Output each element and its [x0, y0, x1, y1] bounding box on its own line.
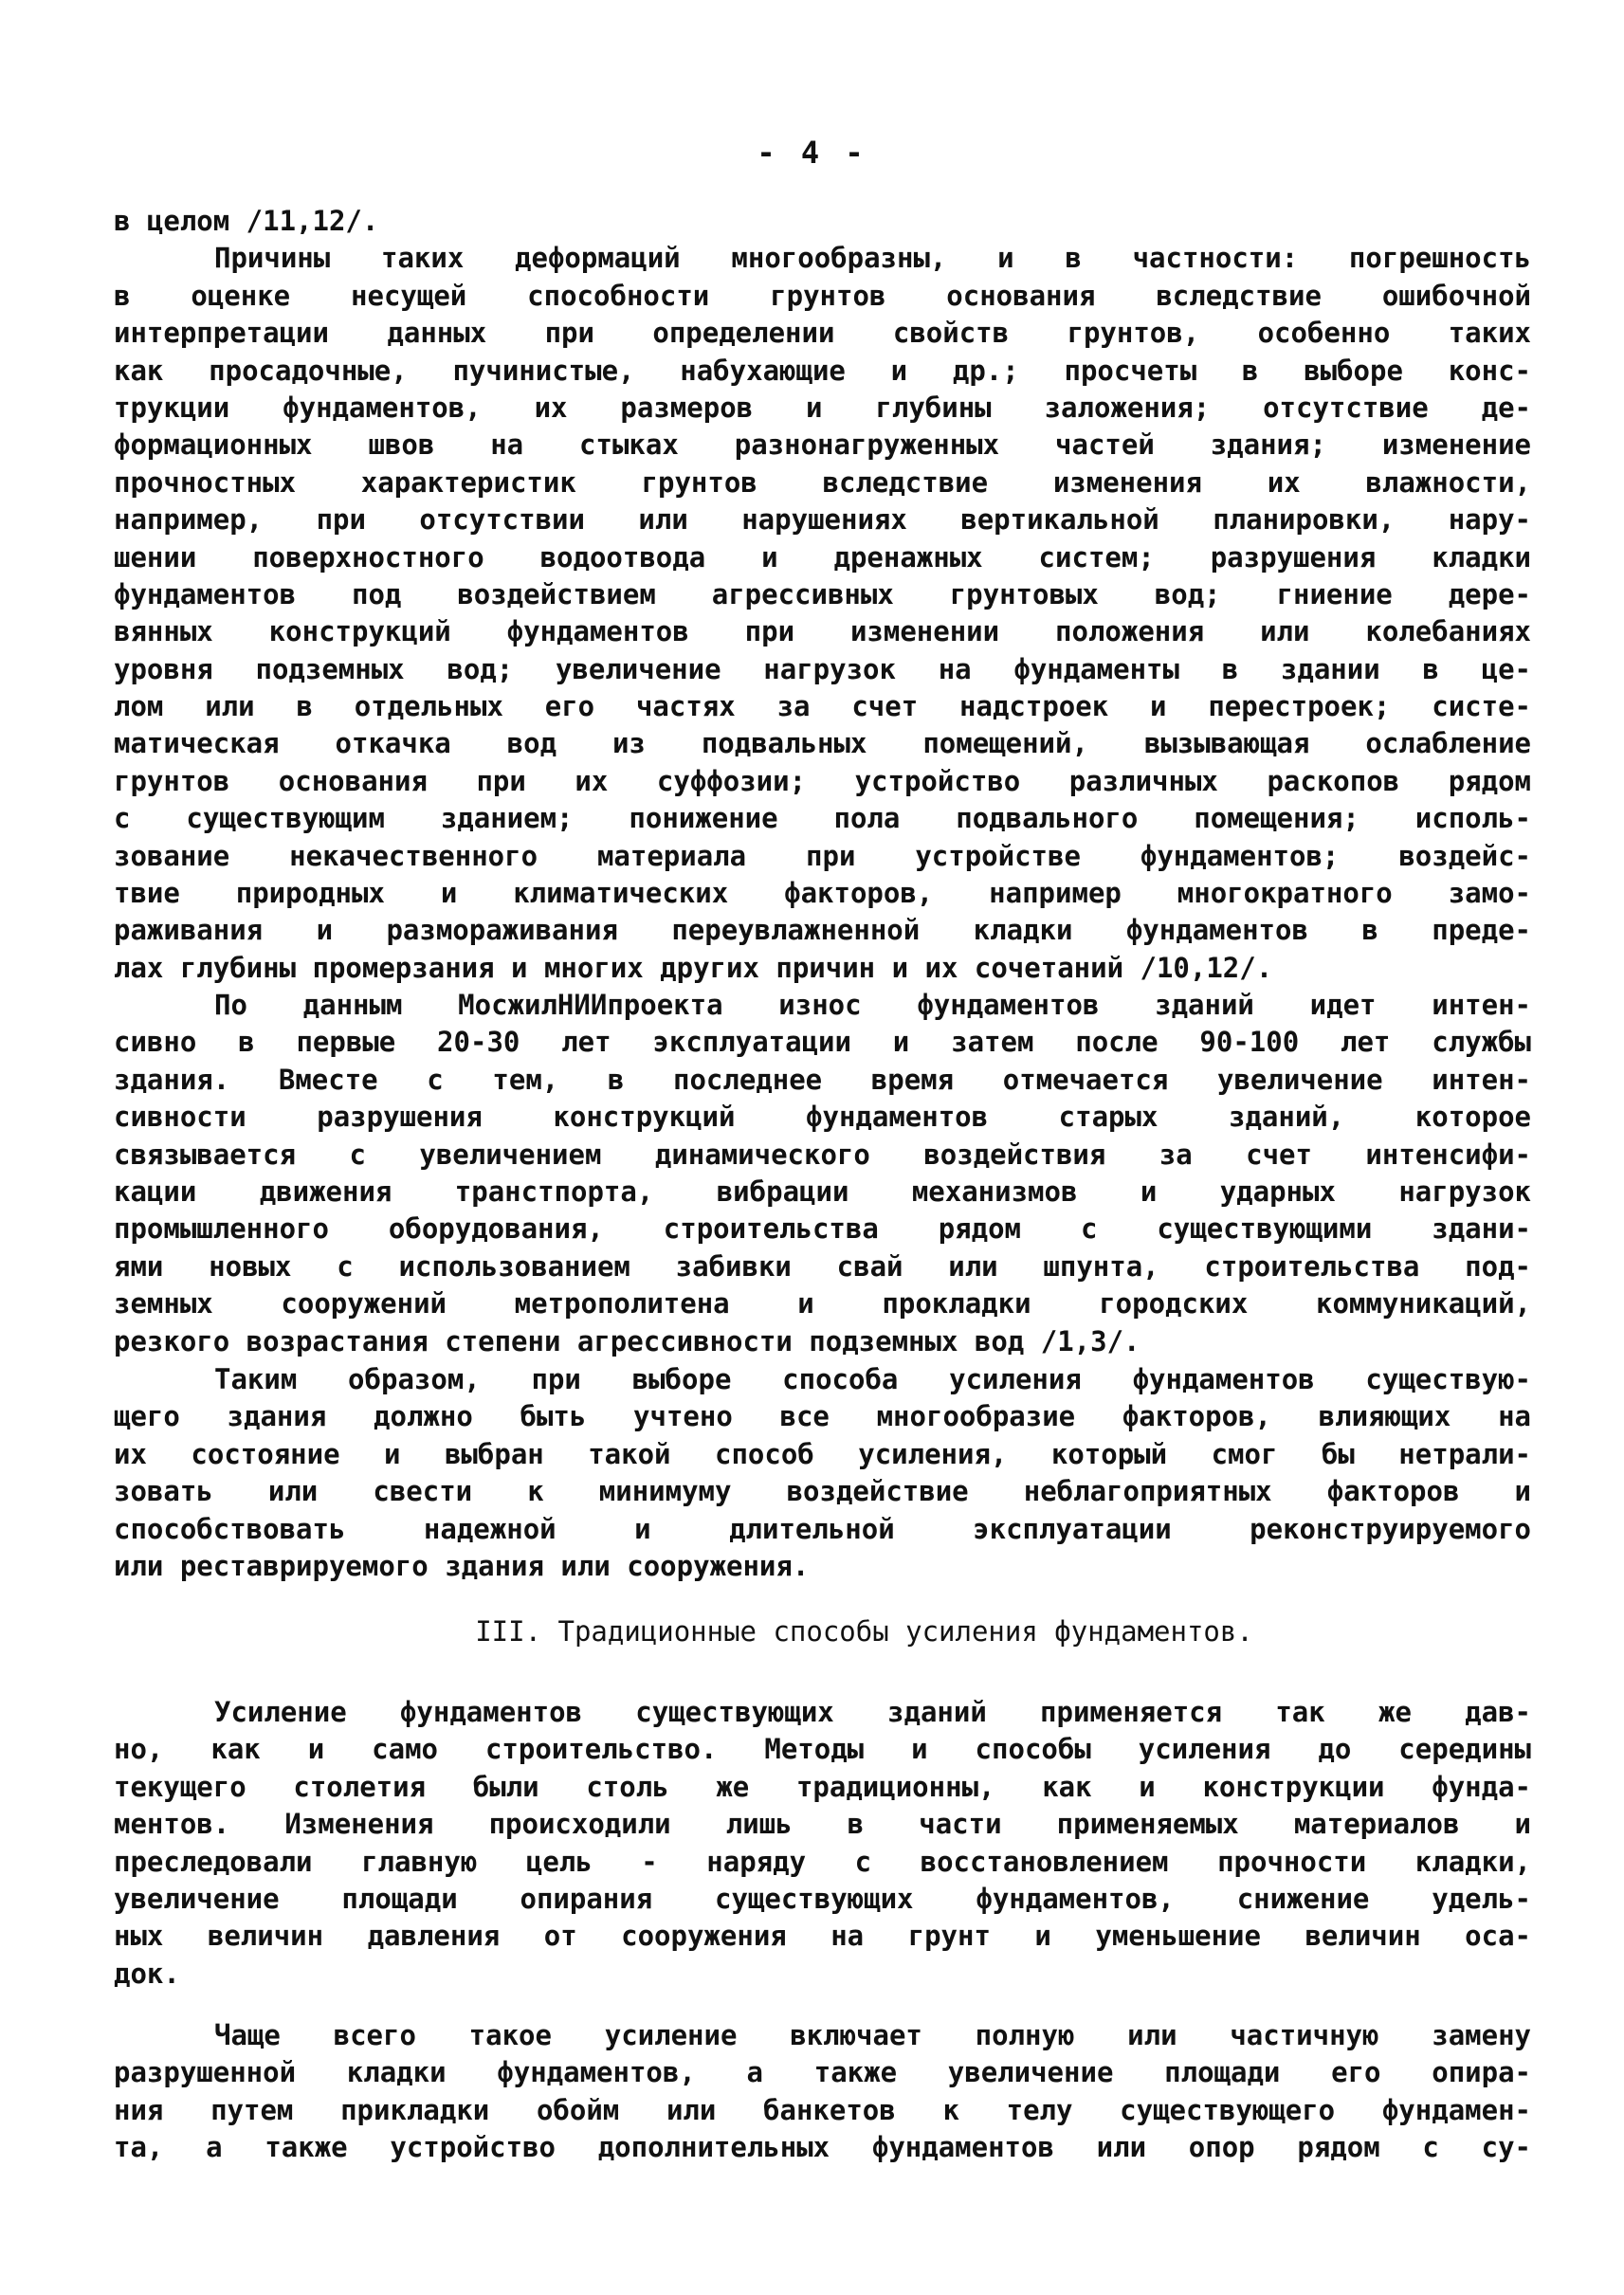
text-line: зование некачественного материала при устройстве фундаментов; воздейс- [114, 839, 1531, 872]
text-line: матическая откачка вод из подвальных помещений, вызывающая ослабление [114, 727, 1531, 760]
text-line: зовать или свести к минимуму воздействие неблагоприятных факторов и [114, 1475, 1531, 1508]
text-line: вянных конструкций фундаментов при изменении положения или колебаниях [114, 615, 1531, 648]
text-line: текущего столетия были столь же традиционны, как и конструкции фунда- [114, 1770, 1531, 1803]
text-line: та, а также устройство дополнительных фундаментов или опор рядом с су- [114, 2131, 1531, 2164]
text-line: но, как и само строительство. Методы и способы усиления до середины [114, 1733, 1531, 1766]
text-line: фундаментов под воздействием агрессивных грунтовых вод; гниение дере- [114, 577, 1531, 610]
text-line: Усиление фундаментов существующих зданий применяется так же дав- [214, 1696, 1531, 1728]
text-line: грунтов основания при их суффозии; устройство различных раскопов рядом [114, 764, 1531, 797]
page-number: - 4 - [757, 135, 867, 171]
text-line: раживания и размораживания переувлажненной кладки фундаментов в преде- [114, 914, 1531, 947]
paragraph-conclusion [114, 1361, 1531, 1585]
text-line: промышленного оборудования, строительства рядом с существующими здани- [114, 1212, 1531, 1246]
text-line: По данным МосжилНИИпроекта износ фундаментов зданий идет интен- [214, 989, 1531, 1021]
text-line: преследовали главную цель - наряду с восстановлением прочности кладки, [114, 1845, 1531, 1878]
text-line: в целом /11,12/. [114, 205, 379, 237]
text-line: лом или в отдельных его частях за счет надстроек и перестроек; систе- [114, 690, 1531, 723]
text-line: лах глубины промерзания и многих других причин и их сочетаний /10,12/. [114, 951, 1273, 984]
text-line: кации движения транстпорта, вибрации механизмов и ударных нагрузок [114, 1175, 1531, 1208]
text-line: например, при отсутствии или нарушениях вертикальной планировки, нару- [114, 503, 1531, 537]
text-line: с существующим зданием; понижение пола подвального помещения; исполь- [114, 802, 1531, 835]
text-line: Таким образом, при выборе способа усиления фундаментов существую- [214, 1363, 1531, 1395]
paragraph-causes [114, 203, 1531, 987]
text-line: здания. Вместе с тем, в последнее время отмечается увеличение интен- [114, 1063, 1531, 1096]
text-line: ями новых с использованием забивки свай или шпунта, строительства под- [114, 1249, 1531, 1283]
text-line: связывается с увеличением динамического воздействия за счет интенсифи- [114, 1138, 1531, 1171]
text-line: трукции фундаментов, их размеров и глубины заложения; отсутствие де- [114, 391, 1531, 424]
paragraph-wear [114, 987, 1531, 1360]
text-line: прочностных характеристик грунтов вследствие изменения их влажности, [114, 465, 1531, 499]
section-heading: III. Традиционные способы усиления фундаментов. [475, 1615, 1253, 1648]
text-line: их состояние и выбран такой способ усиления, который смог бы нетрали- [114, 1437, 1531, 1470]
text-line: или реставрируемого здания или сооружения. [114, 1549, 810, 1582]
text-line: ментов. Изменения происходили лишь в части применяемых материалов и [114, 1808, 1531, 1841]
text-line: шении поверхностного водоотвода и дренажных систем; разрушения кладки [114, 540, 1531, 574]
text-line: щего здания должно быть учтено все многообразие факторов, влияющих на [114, 1400, 1531, 1433]
text-line: уровня подземных вод; увеличение нагрузок на фундаменты в здании в це- [114, 652, 1531, 685]
text-line: ния путем прикладки обойм или банкетов к телу существующего фундамен- [114, 2093, 1531, 2126]
text-line: Чаще всего такое усиление включает полную или частичную замену [214, 2019, 1531, 2051]
text-line: земных сооружений метрополитена и прокладки городских коммуникаций, [114, 1287, 1531, 1321]
paragraph-reinforcement [114, 2017, 1531, 2167]
text-line: резкого возрастания степени агрессивности подземных вод /1,3/. [114, 1324, 1140, 1357]
text-line: разрушенной кладки фундаментов, а также увеличение площади его опира- [114, 2056, 1531, 2089]
text-line: ных величин давления от сооружения на грунт и уменьшение величин оса- [114, 1920, 1531, 1953]
paragraph-traditional-methods [114, 1694, 1531, 1993]
text-line: твие природных и климатических факторов, например многократного замо- [114, 877, 1531, 910]
text-line: увеличение площади опирания существующих фундаментов, снижение удель- [114, 1882, 1531, 1915]
text-line: в оценке несущей способности грунтов основания вследствие ошибочной [114, 279, 1531, 312]
text-line: сивности разрушения конструкций фундаментов старых зданий, которое [114, 1101, 1531, 1134]
text-line: формационных швов на стыках разнонагруженных частей здания; изменение [114, 428, 1531, 462]
text-line: сивно в первые 20-30 лет эксплуатации и затем после 90-100 лет службы [114, 1026, 1531, 1059]
text-line: док. [114, 1957, 180, 1990]
text-line: как просадочные, пучинистые, набухающие и др.; просчеты в выборе конс- [114, 354, 1531, 387]
text-line: интерпретации данных при определении свойств грунтов, особенно таких [114, 317, 1531, 350]
text-line: способствовать надежной и длительной эксплуатации реконструируемого [114, 1512, 1531, 1545]
text-line: Причины таких деформаций многообразны, и в частности: погрешность [214, 242, 1531, 275]
